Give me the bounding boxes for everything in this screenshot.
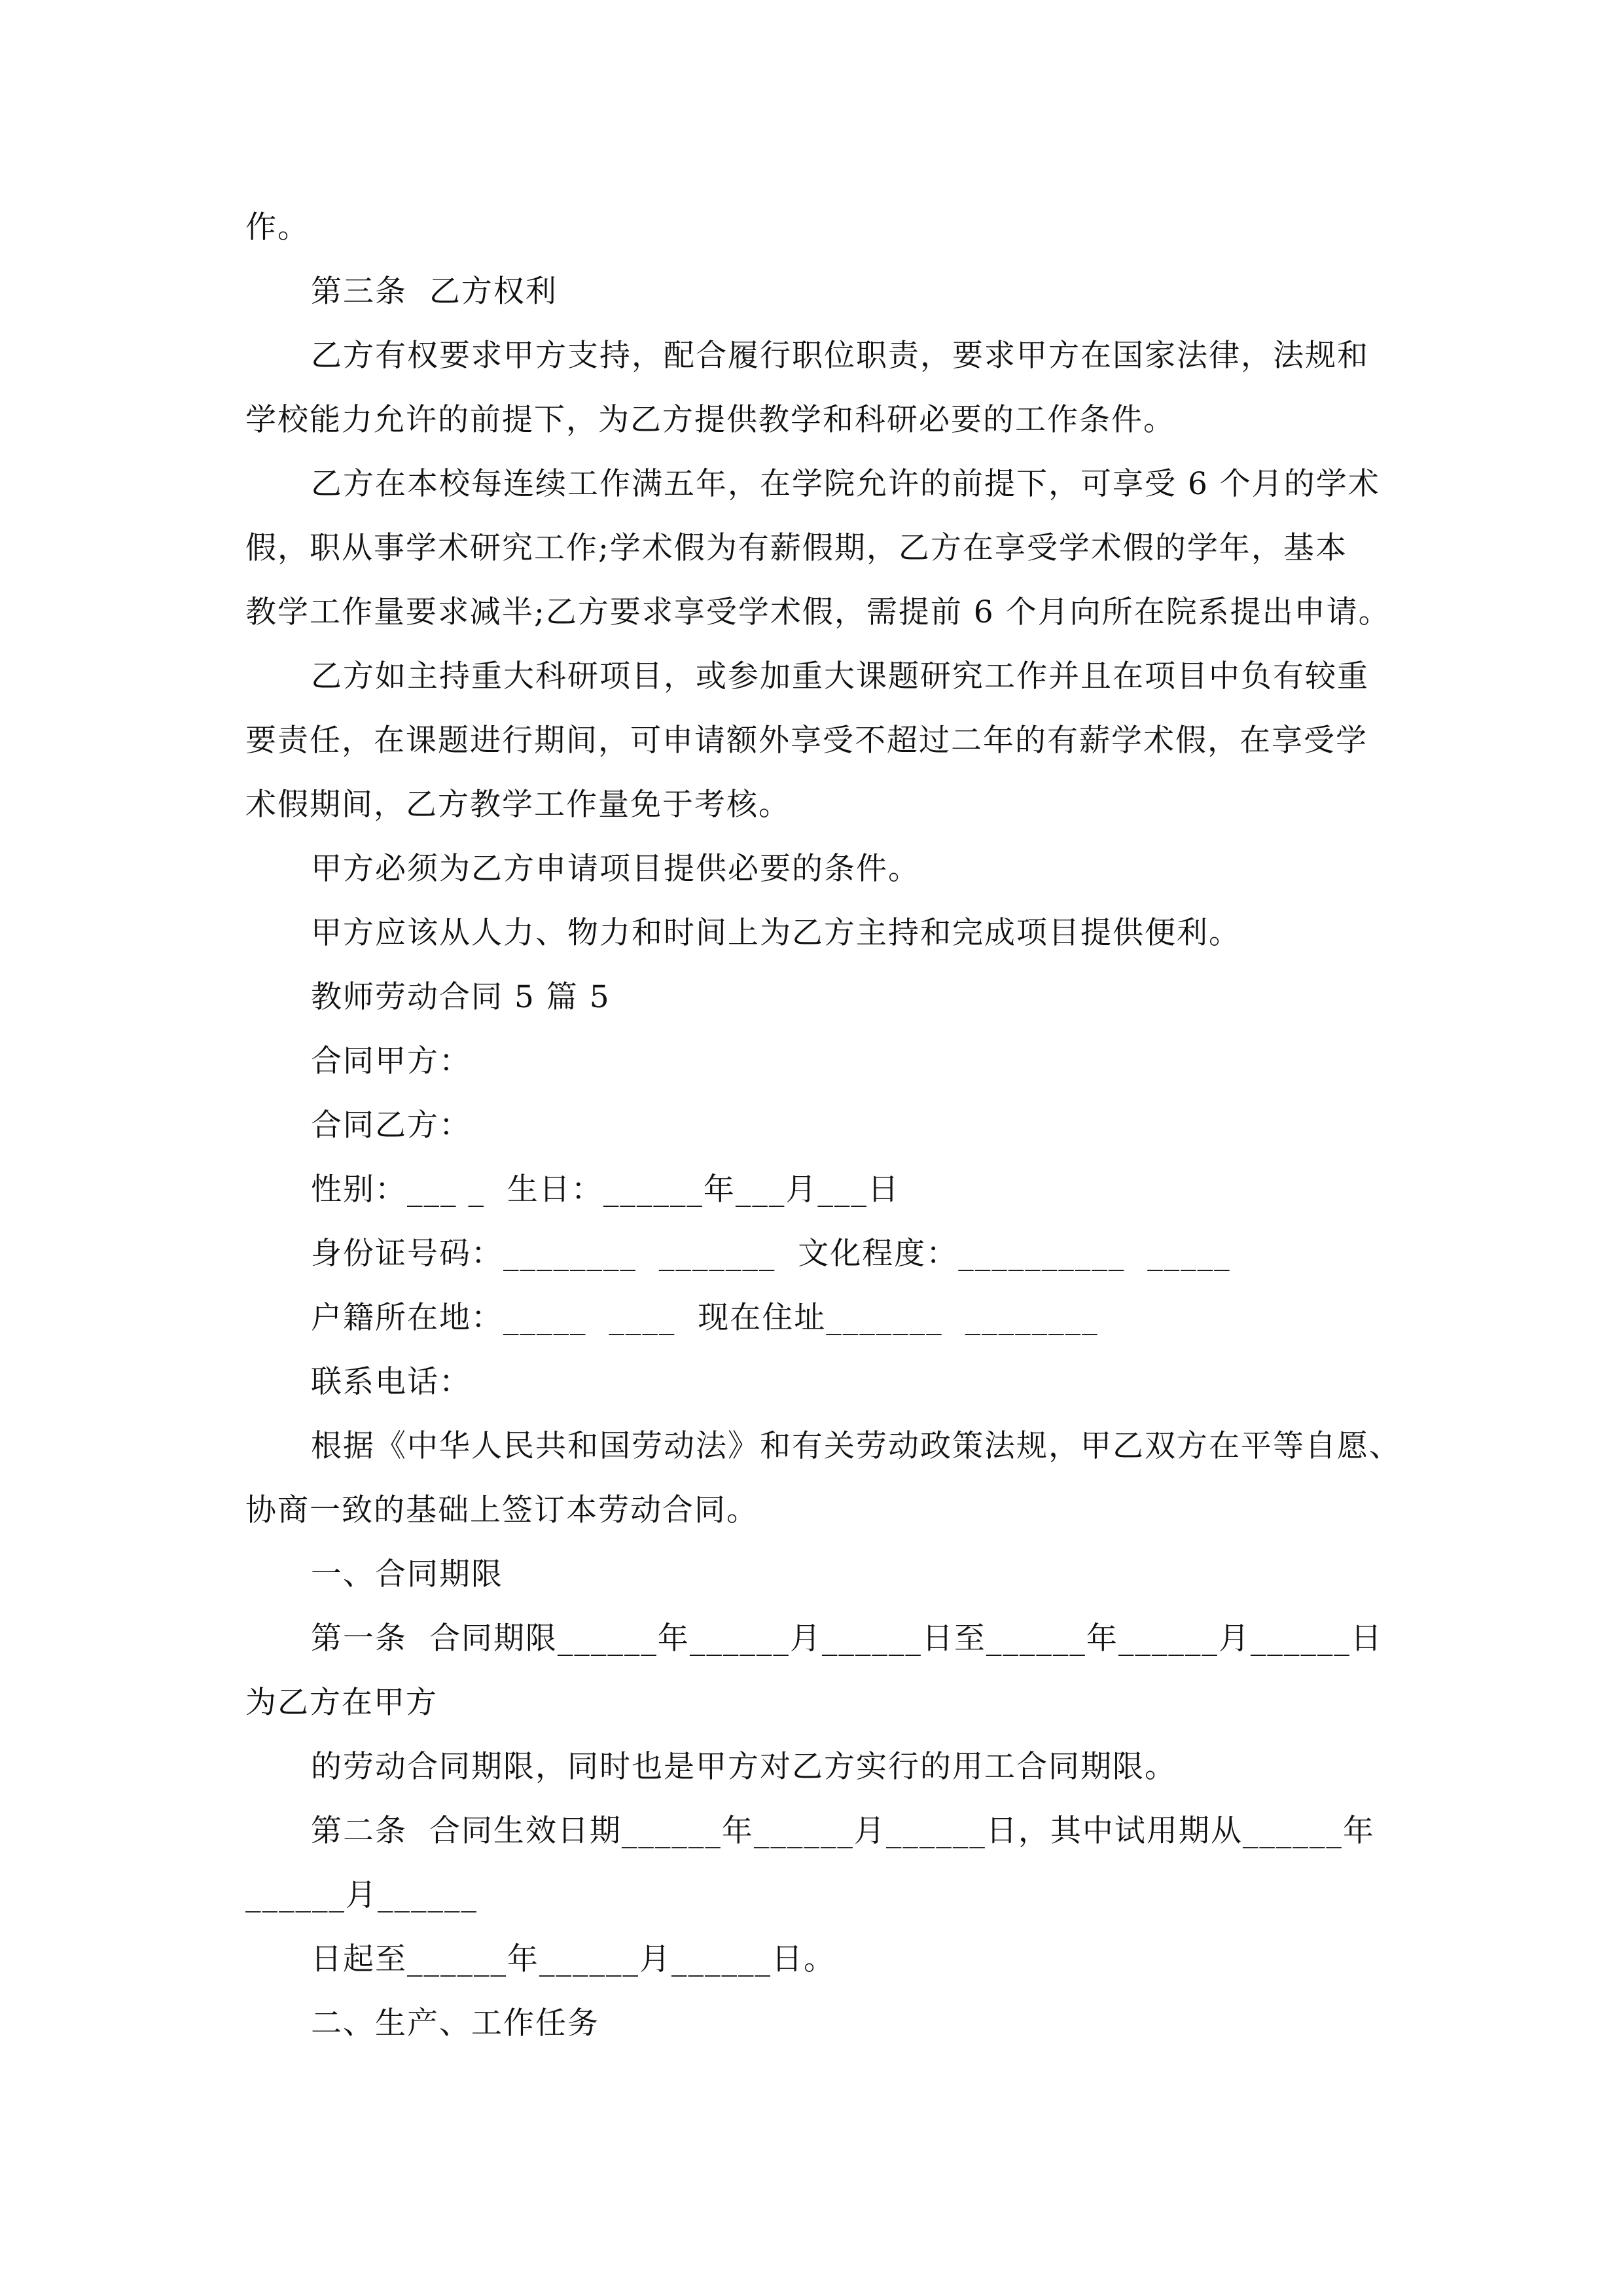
text-line: 要责任，在课题进行期间，可申请额外享受不超过二年的有薪学术假，在享受学 — [245, 723, 1368, 759]
text-line: 学校能力允许的前提下，为乙方提供教学和科研必要的工作条件。 — [245, 402, 1175, 438]
text-line: 甲方必须为乙方申请项目提供必要的条件。 — [311, 851, 920, 887]
address-fields: 户籍所在地：_____ ____ 现在住址_______ ________ — [311, 1300, 1099, 1336]
text-line: 作。 — [245, 209, 310, 245]
text-line: 甲方应该从人力、物力和时间上为乙方主持和完成项目提供便利。 — [311, 915, 1241, 951]
phone-field: 联系电话： — [311, 1364, 471, 1400]
section-heading: 一、合同期限 — [311, 1556, 503, 1592]
text-line: 根据《中华人民共和国劳动法》和有关劳动政策法规，甲乙双方在平等自愿、 — [311, 1428, 1401, 1464]
text-line: 协商一致的基础上签订本劳动合同。 — [245, 1492, 758, 1528]
party-a-field: 合同甲方： — [311, 1043, 471, 1079]
text-line: 教学工作量要求减半;乙方要求享受学术假，需提前 6 个月向所在院系提出申请。 — [245, 594, 1391, 630]
text-line: 第二条 合同生效日期______年______月______日，其中试用期从______年 — [311, 1813, 1375, 1849]
text-line: 乙方如主持重大科研项目，或参加重大课题研究工作并且在项目中负有较重 — [311, 658, 1369, 694]
gender-birthday-fields: 性别：___ _ 生日：______年___月___日 — [311, 1172, 900, 1208]
text-line: 假，职从事学术研究工作;学术假为有薪假期，乙方在享受学术假的学年，基本 — [245, 530, 1347, 566]
section-heading: 二、生产、工作任务 — [311, 2005, 599, 2041]
text-line: 乙方在本校每连续工作满五年，在学院允许的前提下，可享受 6 个月的学术 — [311, 466, 1380, 502]
text-line: 乙方有权要求甲方支持，配合履行职位职责，要求甲方在国家法律，法规和 — [311, 338, 1369, 374]
text-line: 日起至______年______月______日。 — [311, 1941, 836, 1977]
document-title: 教师劳动合同 5 篇 5 — [311, 979, 611, 1015]
text-line: 的劳动合同期限，同时也是甲方对乙方实行的用工合同期限。 — [311, 1749, 1177, 1785]
text-line: 第一条 合同期限______年______月______日至______年______月______日 — [311, 1621, 1383, 1657]
section-heading: 第三条 乙方权利 — [311, 274, 558, 310]
id-education-fields: 身份证号码：________ _______ 文化程度：__________ _____ — [311, 1236, 1231, 1272]
party-b-field: 合同乙方： — [311, 1107, 471, 1143]
text-line: 为乙方在甲方 — [245, 1685, 438, 1721]
text-line: 术假期间，乙方教学工作量免于考核。 — [245, 787, 791, 823]
text-line: ______月______ — [245, 1877, 478, 1913]
